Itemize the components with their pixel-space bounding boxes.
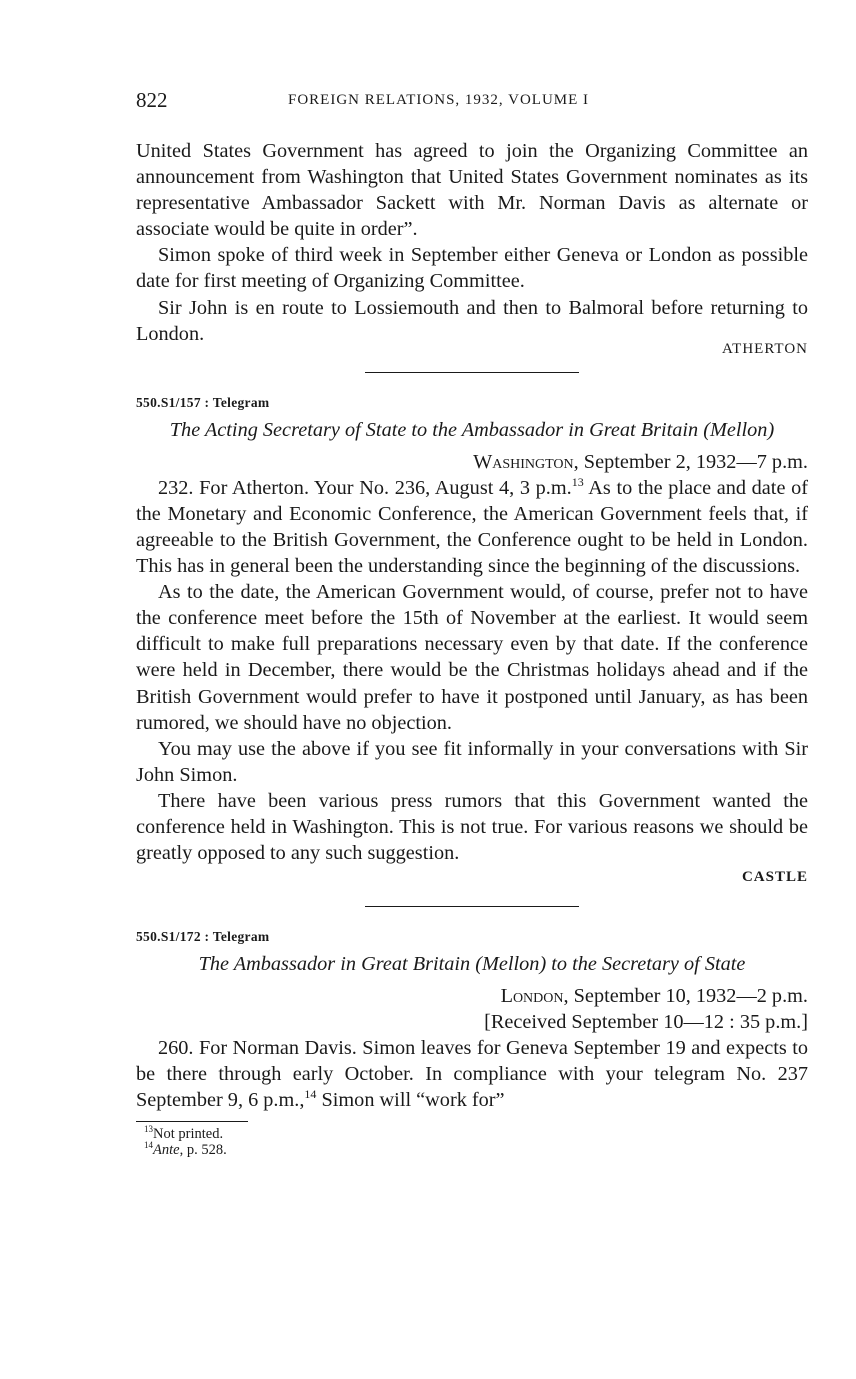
footnote-marker: 14: [304, 1087, 317, 1102]
footnote-italic: Ante: [153, 1142, 180, 1159]
paragraph: As to the date, the American Government would, of course, prefer not to have the conference meet before the 15th of November at the earliest. It would seem difficult to make full preparations necessary even by that date. If the conference were held in December, there would be the Christmas holidays ahead and if the British Government would prefer to have it postponed until January, as has been rumored, we should have no objection.: [136, 581, 808, 734]
signature-atherton: ATHERTON: [722, 340, 808, 357]
file-reference: 550.S1/172 : Telegram: [136, 929, 270, 945]
dateline-date: , September 2, 1932—7 p.m.: [573, 450, 808, 473]
running-title: FOREIGN RELATIONS, 1932, VOLUME I: [288, 92, 590, 108]
dateline: [136, 983, 808, 1009]
paragraph: [136, 1035, 808, 1113]
document-heading: The Ambassador in Great Britain (Mellon) to the Secretary of State: [198, 953, 746, 976]
paragraph-text: 260. For Norman Davis. Simon leaves for Geneva September 19 and expects to be there through early October. In compliance with your telegram No. 237 September 9, 6 p.m.,: [136, 1037, 808, 1112]
footnote-text: Not printed.: [153, 1126, 224, 1143]
received-line: [Received September 10—12 : 35 p.m.]: [484, 1011, 808, 1034]
paragraph: You may use the above if you see fit informally in your conversations with Sir John Simon.: [136, 737, 808, 786]
dateline: [136, 449, 808, 475]
dateline-place: London: [500, 985, 564, 1008]
paragraph-text: 232. For Atherton. Your No. 236, August 4, 3 p.m.: [158, 476, 572, 499]
paragraph: Simon spoke of third week in September either Geneva or London as possible date for first meeting of Organizing Committee.: [136, 244, 808, 293]
paragraph-text: Simon will “work for”: [316, 1089, 505, 1112]
footnote-divider: [136, 1121, 248, 1122]
page-body: [136, 138, 808, 1158]
page-header: [136, 88, 808, 114]
footnote: [136, 1126, 808, 1142]
document-heading: The Acting Secretary of State to the Ambassador in Great Britain (Mellon): [169, 418, 775, 441]
page-number: 822: [136, 88, 168, 112]
paragraph-text: As to the place and date of the Monetary and Economic Conference, the American Government feels that, if agreeable to the British Government, the Conference ought to be held in London. This has in general been the understanding since the beginning of the discussions.: [136, 476, 808, 578]
file-reference: 550.S1/157 : Telegram: [136, 394, 270, 410]
paragraph: [136, 475, 808, 579]
paragraph: Sir John is en route to Lossiemouth and then to Balmoral before returning to London.: [136, 296, 808, 345]
dateline-date: , September 10, 1932—2 p.m.: [563, 985, 808, 1008]
footnote-number: 13: [144, 1124, 153, 1135]
footnote-number: 14: [144, 1140, 153, 1151]
signature-castle: CASTLE: [741, 869, 808, 886]
paragraph: United States Government has agreed to join the Organizing Committee an announcement from Washington that United States Government nominates as its representative Ambassador Sackett with Mr. Norman Davis as alternate or associate would be quite in order”.: [136, 140, 808, 241]
dateline-place: Washington: [473, 450, 574, 473]
footnote-marker: 13: [571, 474, 584, 489]
footnote: [136, 1142, 808, 1158]
paragraph: There have been various press rumors that this Government wanted the conference held in Washington. This is not true. For various reasons we should be greatly opposed to any such suggestion.: [136, 789, 808, 865]
footnote-text: , p. 528.: [179, 1142, 227, 1159]
